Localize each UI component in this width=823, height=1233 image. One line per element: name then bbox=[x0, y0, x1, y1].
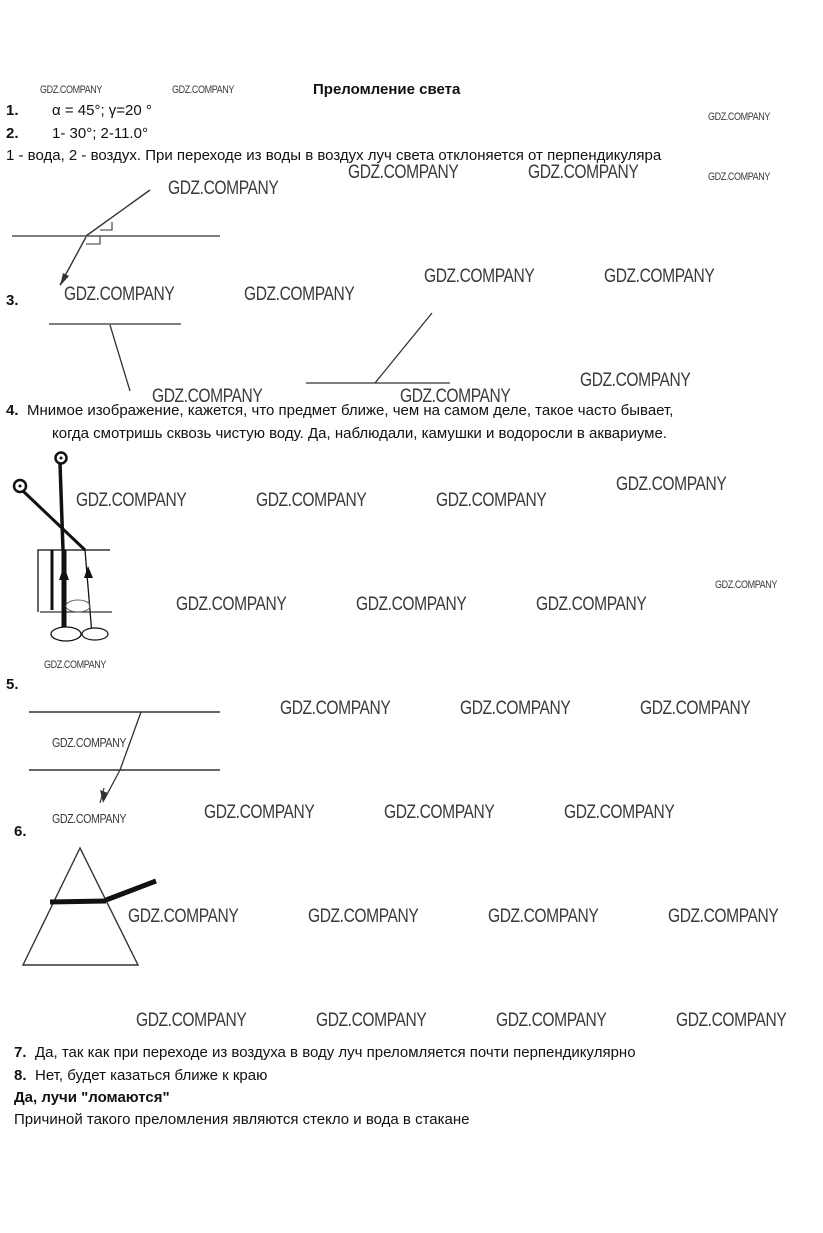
watermark: GDZ.COMPANY bbox=[580, 370, 691, 391]
watermark: GDZ.COMPANY bbox=[176, 594, 287, 615]
watermark: GDZ.COMPANY bbox=[640, 698, 751, 719]
watermark: GDZ.COMPANY bbox=[244, 284, 355, 305]
answer-2-description: 1 - вода, 2 - воздух. При переходе из воды в воздух луч света отклоняется от перпендикуляра bbox=[6, 147, 662, 164]
watermark: GDZ.COMPANY bbox=[152, 386, 263, 407]
question-number-2: 2. bbox=[6, 125, 19, 142]
watermark: GDZ.COMPANY bbox=[204, 802, 315, 823]
question-number-5: 5. bbox=[6, 676, 19, 693]
answer-4-line-1: Мнимое изображение, кажется, что предмет ближе, чем на самом деле, такое часто бывает, bbox=[27, 402, 674, 419]
watermark: GDZ.COMPANY bbox=[136, 1010, 247, 1031]
watermark: GDZ.COMPANY bbox=[604, 266, 715, 287]
watermark: GDZ.COMPANY bbox=[172, 84, 234, 96]
page-title: Преломление света bbox=[313, 81, 461, 98]
question-number-4: 4. bbox=[6, 402, 19, 419]
question-number-8: 8. bbox=[14, 1067, 27, 1084]
watermark: GDZ.COMPANY bbox=[348, 162, 459, 183]
watermark: GDZ.COMPANY bbox=[488, 906, 599, 927]
watermark: GDZ.COMPANY bbox=[384, 802, 495, 823]
watermark: GDZ.COMPANY bbox=[52, 735, 127, 750]
watermark: GDZ.COMPANY bbox=[436, 490, 547, 511]
watermark: GDZ.COMPANY bbox=[128, 906, 239, 927]
watermark: GDZ.COMPANY bbox=[400, 386, 511, 407]
answer-1: α = 45°; γ=20 ° bbox=[52, 102, 152, 119]
question-number-1: 1. bbox=[6, 102, 19, 119]
answer-7: Да, так как при переходе из воздуха в воду луч преломляется почти перпендикулярно bbox=[35, 1044, 636, 1061]
watermark: GDZ.COMPANY bbox=[536, 594, 647, 615]
watermark: GDZ.COMPANY bbox=[528, 162, 639, 183]
answer-8-line-3: Причиной такого преломления являются стекло и вода в стакане bbox=[14, 1111, 470, 1128]
watermark: GDZ.COMPANY bbox=[496, 1010, 607, 1031]
question-number-7: 7. bbox=[14, 1044, 27, 1061]
watermark: GDZ.COMPANY bbox=[708, 111, 770, 123]
answer-8-line-2: Да, лучи "ломаются" bbox=[14, 1089, 170, 1106]
watermark: GDZ.COMPANY bbox=[256, 490, 367, 511]
question-number-3: 3. bbox=[6, 292, 19, 309]
watermark: GDZ.COMPANY bbox=[316, 1010, 427, 1031]
question-number-6: 6. bbox=[14, 823, 27, 840]
watermark: GDZ.COMPANY bbox=[356, 594, 467, 615]
watermark: GDZ.COMPANY bbox=[280, 698, 391, 719]
watermark: GDZ.COMPANY bbox=[668, 906, 779, 927]
answer-8: Нет, будет казаться ближе к краю bbox=[35, 1067, 268, 1084]
answer-4-line-2: когда смотришь сквозь чистую воду. Да, наблюдали, камушки и водоросли в аквариуме. bbox=[52, 425, 667, 442]
watermark: GDZ.COMPANY bbox=[460, 698, 571, 719]
watermark: GDZ.COMPANY bbox=[424, 266, 535, 287]
watermark: GDZ.COMPANY bbox=[616, 474, 727, 495]
watermark: GDZ.COMPANY bbox=[52, 811, 127, 826]
watermark: GDZ.COMPANY bbox=[40, 84, 102, 96]
watermark: GDZ.COMPANY bbox=[64, 284, 175, 305]
watermark: GDZ.COMPANY bbox=[676, 1010, 787, 1031]
watermark: GDZ.COMPANY bbox=[708, 171, 770, 183]
watermark: GDZ.COMPANY bbox=[76, 490, 187, 511]
answer-2: 1- 30°; 2-11.0° bbox=[52, 125, 148, 142]
watermark: GDZ.COMPANY bbox=[44, 659, 106, 671]
watermark: GDZ.COMPANY bbox=[168, 178, 279, 199]
watermark: GDZ.COMPANY bbox=[715, 579, 777, 591]
watermark: GDZ.COMPANY bbox=[564, 802, 675, 823]
watermark: GDZ.COMPANY bbox=[308, 906, 419, 927]
